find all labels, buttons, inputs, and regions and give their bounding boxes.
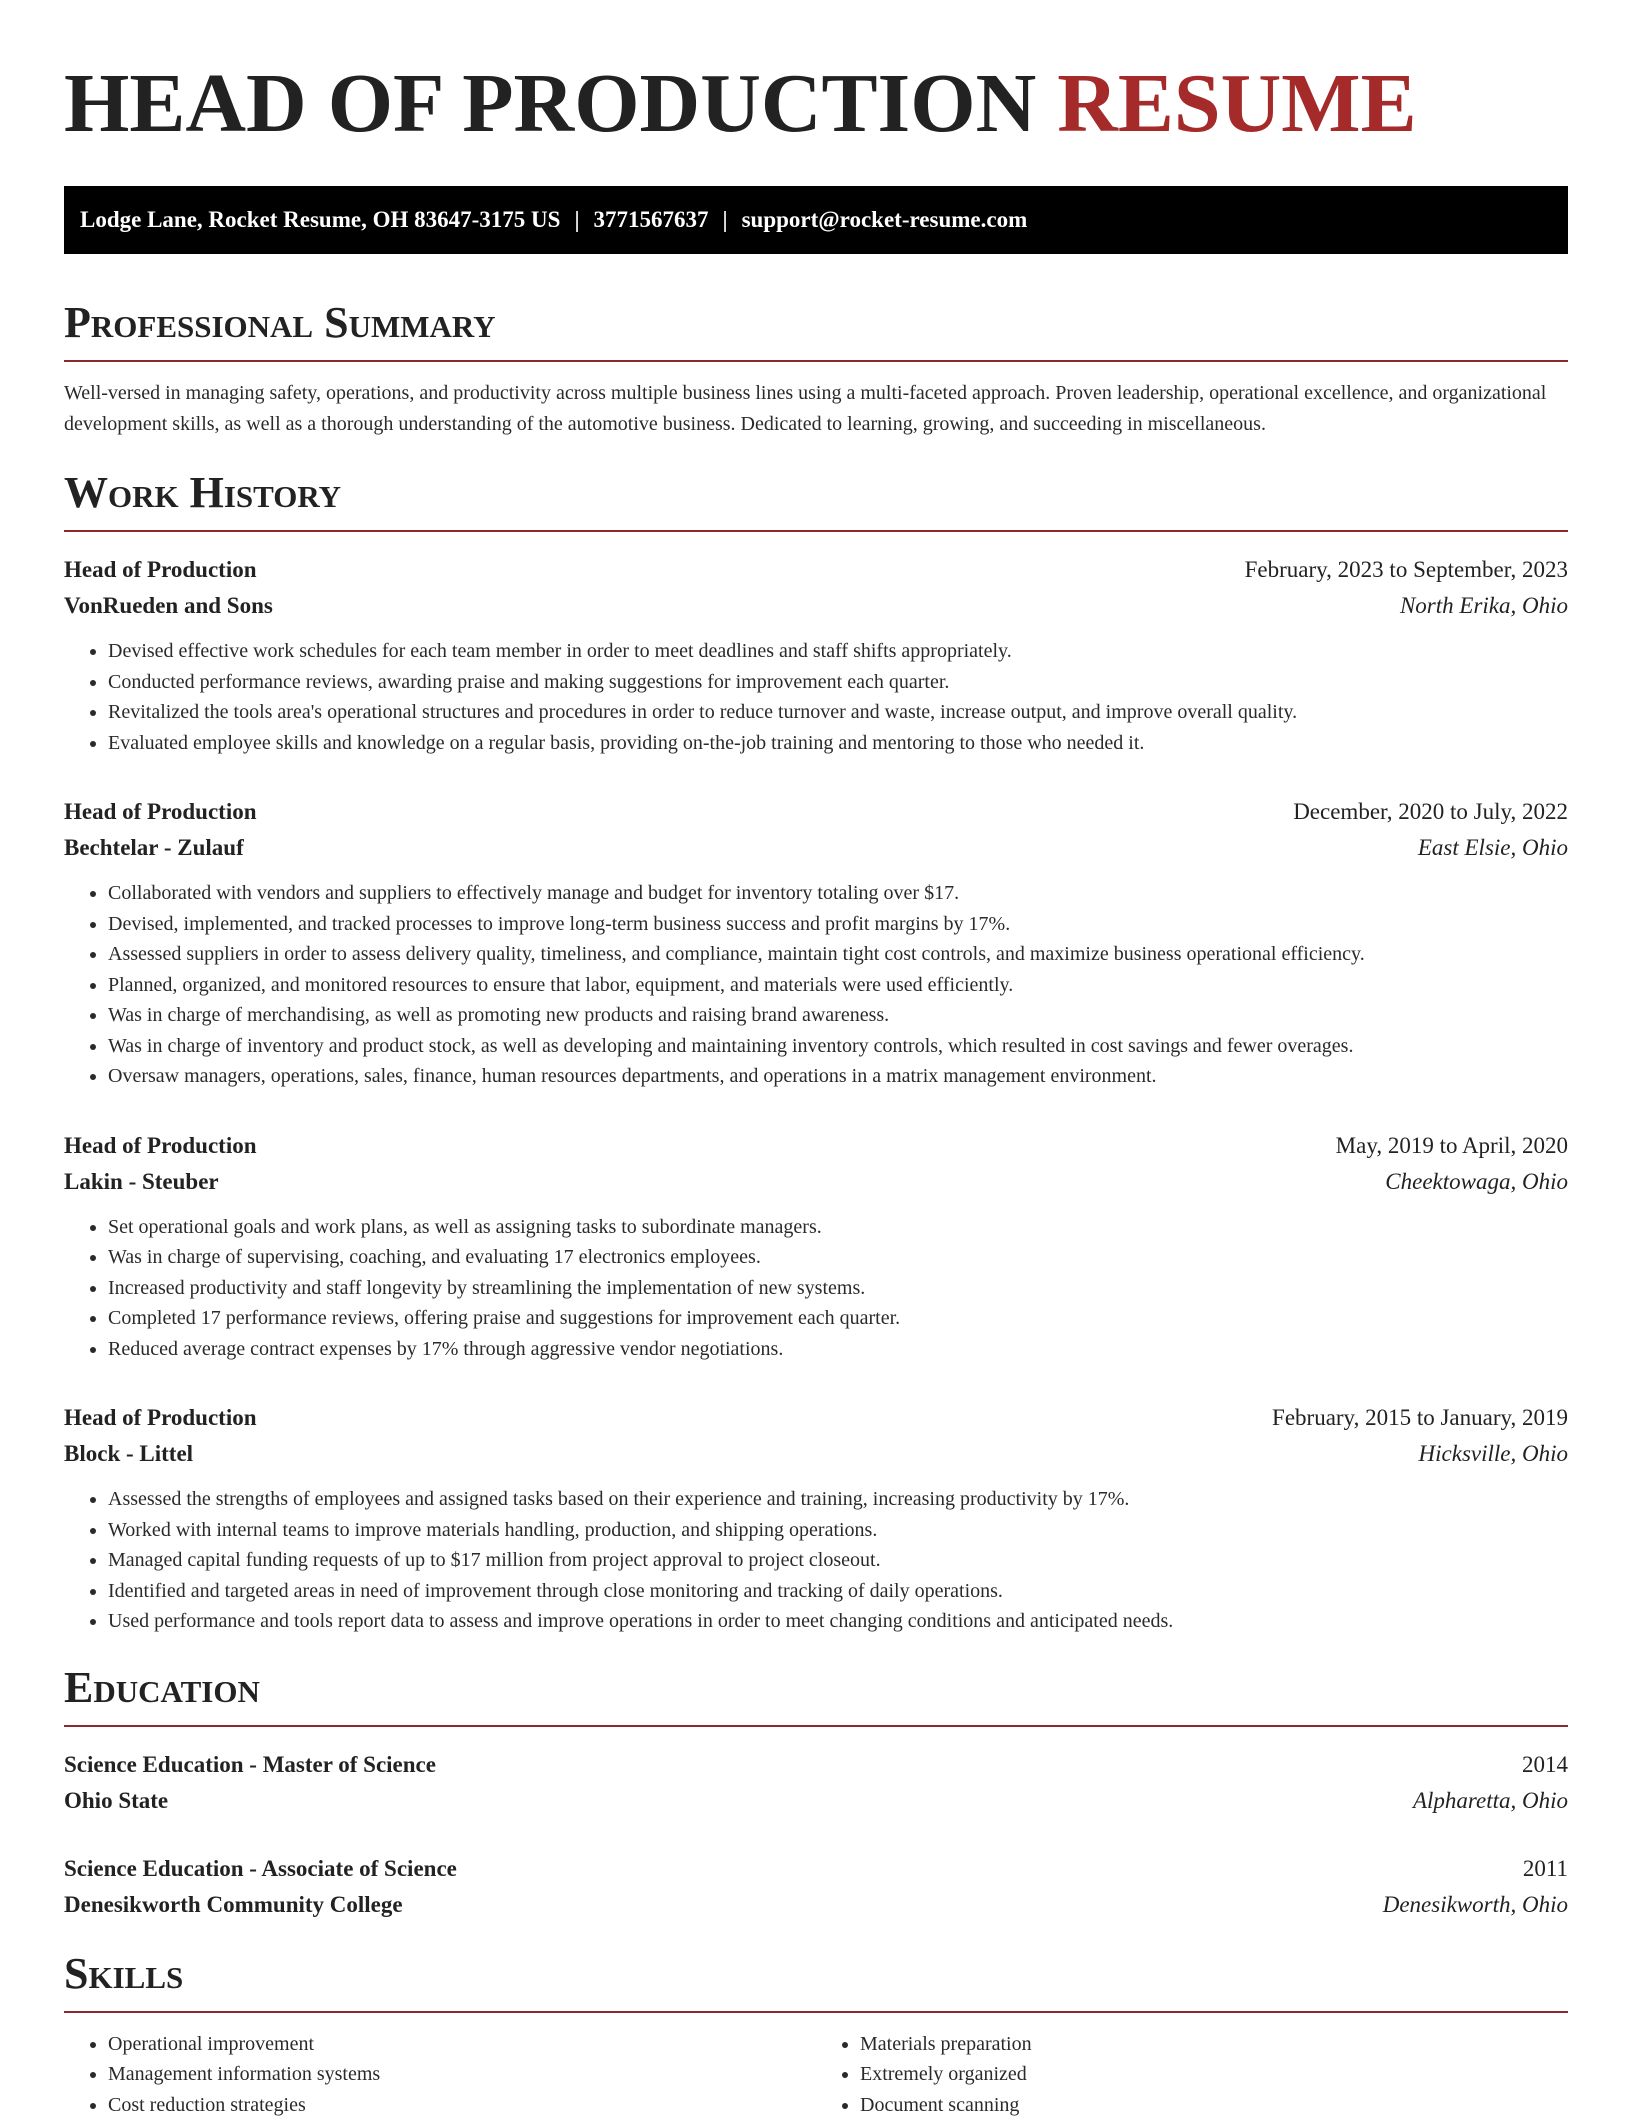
job-title: Head of Production: [64, 1400, 257, 1436]
skills-heading: Skills: [64, 1949, 1568, 2013]
education-list: [64, 1747, 1568, 1923]
job-company-row: [64, 830, 1568, 866]
job-entry: [64, 1128, 1568, 1365]
skill-item: • Extremely organized: [860, 2059, 1568, 2090]
job-dates: May, 2019 to April, 2020: [1336, 1128, 1568, 1164]
education-school-row: [64, 1783, 1568, 1819]
list-item: • Identified and targeted areas in need of improvement through close monitoring and tracking of daily operations.: [108, 1576, 1568, 1607]
job-company-row: [64, 588, 1568, 624]
skill-item: • Materials preparation: [860, 2029, 1568, 2060]
contact-separator: |: [560, 207, 593, 233]
job-entry: [64, 1400, 1568, 1637]
job-location: North Erika, Ohio: [1400, 588, 1568, 624]
job-title: Head of Production: [64, 794, 257, 830]
education-school: Ohio State: [64, 1783, 168, 1819]
list-item: • Increased productivity and staff longevity by streamlining the implementation of new systems.: [108, 1273, 1568, 1304]
job-title-row: [64, 1400, 1568, 1436]
education-school-row: [64, 1887, 1568, 1923]
list-item: • Completed 17 performance reviews, offering praise and suggestions for improvement each quarter.: [108, 1303, 1568, 1334]
contact-address: Lodge Lane, Rocket Resume, OH 83647-3175 US: [80, 207, 560, 233]
contact-separator: |: [709, 207, 742, 233]
skills-section: [64, 1949, 1568, 2120]
title-main: HEAD OF PRODUCTION: [64, 57, 1036, 150]
summary-heading: Professional Summary: [64, 298, 1568, 362]
skills-right-list: [816, 2029, 1568, 2120]
job-title: Head of Production: [64, 552, 257, 588]
list-item: • Reduced average contract expenses by 17% through aggressive vendor negotiations.: [108, 1334, 1568, 1365]
contact-phone: 3771567637: [594, 207, 709, 233]
list-item: • Was in charge of merchandising, as well as promoting new products and raising brand awareness.: [108, 1000, 1568, 1031]
education-heading: Education: [64, 1663, 1568, 1727]
job-company: Block - Littel: [64, 1436, 193, 1472]
summary-section: [64, 298, 1568, 440]
job-bullets: [64, 636, 1568, 758]
job-dates: February, 2023 to September, 2023: [1245, 552, 1568, 588]
job-entry: [64, 552, 1568, 758]
education-degree-row: [64, 1851, 1568, 1887]
list-item: • Worked with internal teams to improve materials handling, production, and shipping operations.: [108, 1515, 1568, 1546]
list-item: • Collaborated with vendors and suppliers to effectively manage and budget for inventory totaling over $17.: [108, 878, 1568, 909]
education-degree-row: [64, 1747, 1568, 1783]
list-item: • Was in charge of supervising, coaching, and evaluating 17 electronics employees.: [108, 1242, 1568, 1273]
job-company-row: [64, 1164, 1568, 1200]
skill-item: • Management information systems: [108, 2059, 816, 2090]
skills-columns: [64, 2029, 1568, 2120]
summary-text: Well-versed in managing safety, operations, and productivity across multiple business lines using a multi-faceted approach. Proven leadership, operational excellence, and organizational development skills, as well as a thorough understanding of the automotive business. Dedicated to learning, growing, and succeeding in miscellaneous.: [64, 378, 1568, 440]
education-degree: Science Education - Associate of Science: [64, 1851, 457, 1887]
list-item: • Devised effective work schedules for each team member in order to meet deadlines and staff shifts appropriately.: [108, 636, 1568, 667]
education-entry: [64, 1747, 1568, 1819]
skills-left-list: [64, 2029, 816, 2120]
list-item: • Managed capital funding requests of up to $17 million from project approval to project closeout.: [108, 1545, 1568, 1576]
job-title-row: [64, 1128, 1568, 1164]
job-bullets: [64, 878, 1568, 1092]
job-list: [64, 552, 1568, 1637]
list-item: • Assessed suppliers in order to assess delivery quality, timeliness, and compliance, maintain tight cost controls, and maximize business operational efficiency.: [108, 939, 1568, 970]
job-location: Hicksville, Ohio: [1419, 1436, 1568, 1472]
education-year: 2011: [1523, 1851, 1568, 1887]
list-item: • Devised, implemented, and tracked processes to improve long-term business success and profit margins by 17%.: [108, 909, 1568, 940]
job-title-row: [64, 552, 1568, 588]
work-history-section: [64, 468, 1568, 1637]
job-bullets: [64, 1212, 1568, 1365]
education-location: Alpharetta, Ohio: [1413, 1783, 1568, 1819]
job-dates: December, 2020 to July, 2022: [1293, 794, 1568, 830]
list-item: • Conducted performance reviews, awarding praise and making suggestions for improvement each quarter.: [108, 667, 1568, 698]
job-title: Head of Production: [64, 1128, 257, 1164]
education-degree: Science Education - Master of Science: [64, 1747, 436, 1783]
job-entry: [64, 794, 1568, 1092]
title-accent: RESUME: [1057, 57, 1416, 150]
job-location: East Elsie, Ohio: [1418, 830, 1568, 866]
job-company-row: [64, 1436, 1568, 1472]
education-year: 2014: [1522, 1747, 1568, 1783]
contact-email: support@rocket-resume.com: [742, 207, 1028, 233]
education-entry: [64, 1851, 1568, 1923]
list-item: • Set operational goals and work plans, as well as assigning tasks to subordinate managers.: [108, 1212, 1568, 1243]
list-item: • Assessed the strengths of employees and assigned tasks based on their experience and training, increasing productivity by 17%.: [108, 1484, 1568, 1515]
list-item: • Revitalized the tools area's operational structures and procedures in order to reduce turnover and waste, increase output, and improve overall quality.: [108, 697, 1568, 728]
education-school: Denesikworth Community College: [64, 1887, 403, 1923]
contact-bar: [64, 186, 1568, 254]
skill-item: • Cost reduction strategies: [108, 2090, 816, 2120]
education-section: [64, 1663, 1568, 1923]
education-location: Denesikworth, Ohio: [1383, 1887, 1568, 1923]
list-item: • Was in charge of inventory and product stock, as well as developing and maintaining inventory controls, which resulted in cost savings and fewer overages.: [108, 1031, 1568, 1062]
list-item: • Evaluated employee skills and knowledge on a regular basis, providing on-the-job training and mentoring to those who needed it.: [108, 728, 1568, 759]
list-item: • Used performance and tools report data to assess and improve operations in order to meet changing conditions and anticipated needs.: [108, 1606, 1568, 1637]
resume-title: [64, 56, 1568, 152]
job-bullets: [64, 1484, 1568, 1637]
job-location: Cheektowaga, Ohio: [1385, 1164, 1568, 1200]
job-title-row: [64, 794, 1568, 830]
list-item: • Oversaw managers, operations, sales, finance, human resources departments, and operations in a matrix management environment.: [108, 1061, 1568, 1092]
job-company: Lakin - Steuber: [64, 1164, 219, 1200]
job-company: Bechtelar - Zulauf: [64, 830, 244, 866]
job-dates: February, 2015 to January, 2019: [1272, 1400, 1568, 1436]
list-item: • Planned, organized, and monitored resources to ensure that labor, equipment, and materials were used efficiently.: [108, 970, 1568, 1001]
job-company: VonRueden and Sons: [64, 588, 273, 624]
skill-item: • Operational improvement: [108, 2029, 816, 2060]
skill-item: • Document scanning: [860, 2090, 1568, 2120]
work-history-heading: Work History: [64, 468, 1568, 532]
